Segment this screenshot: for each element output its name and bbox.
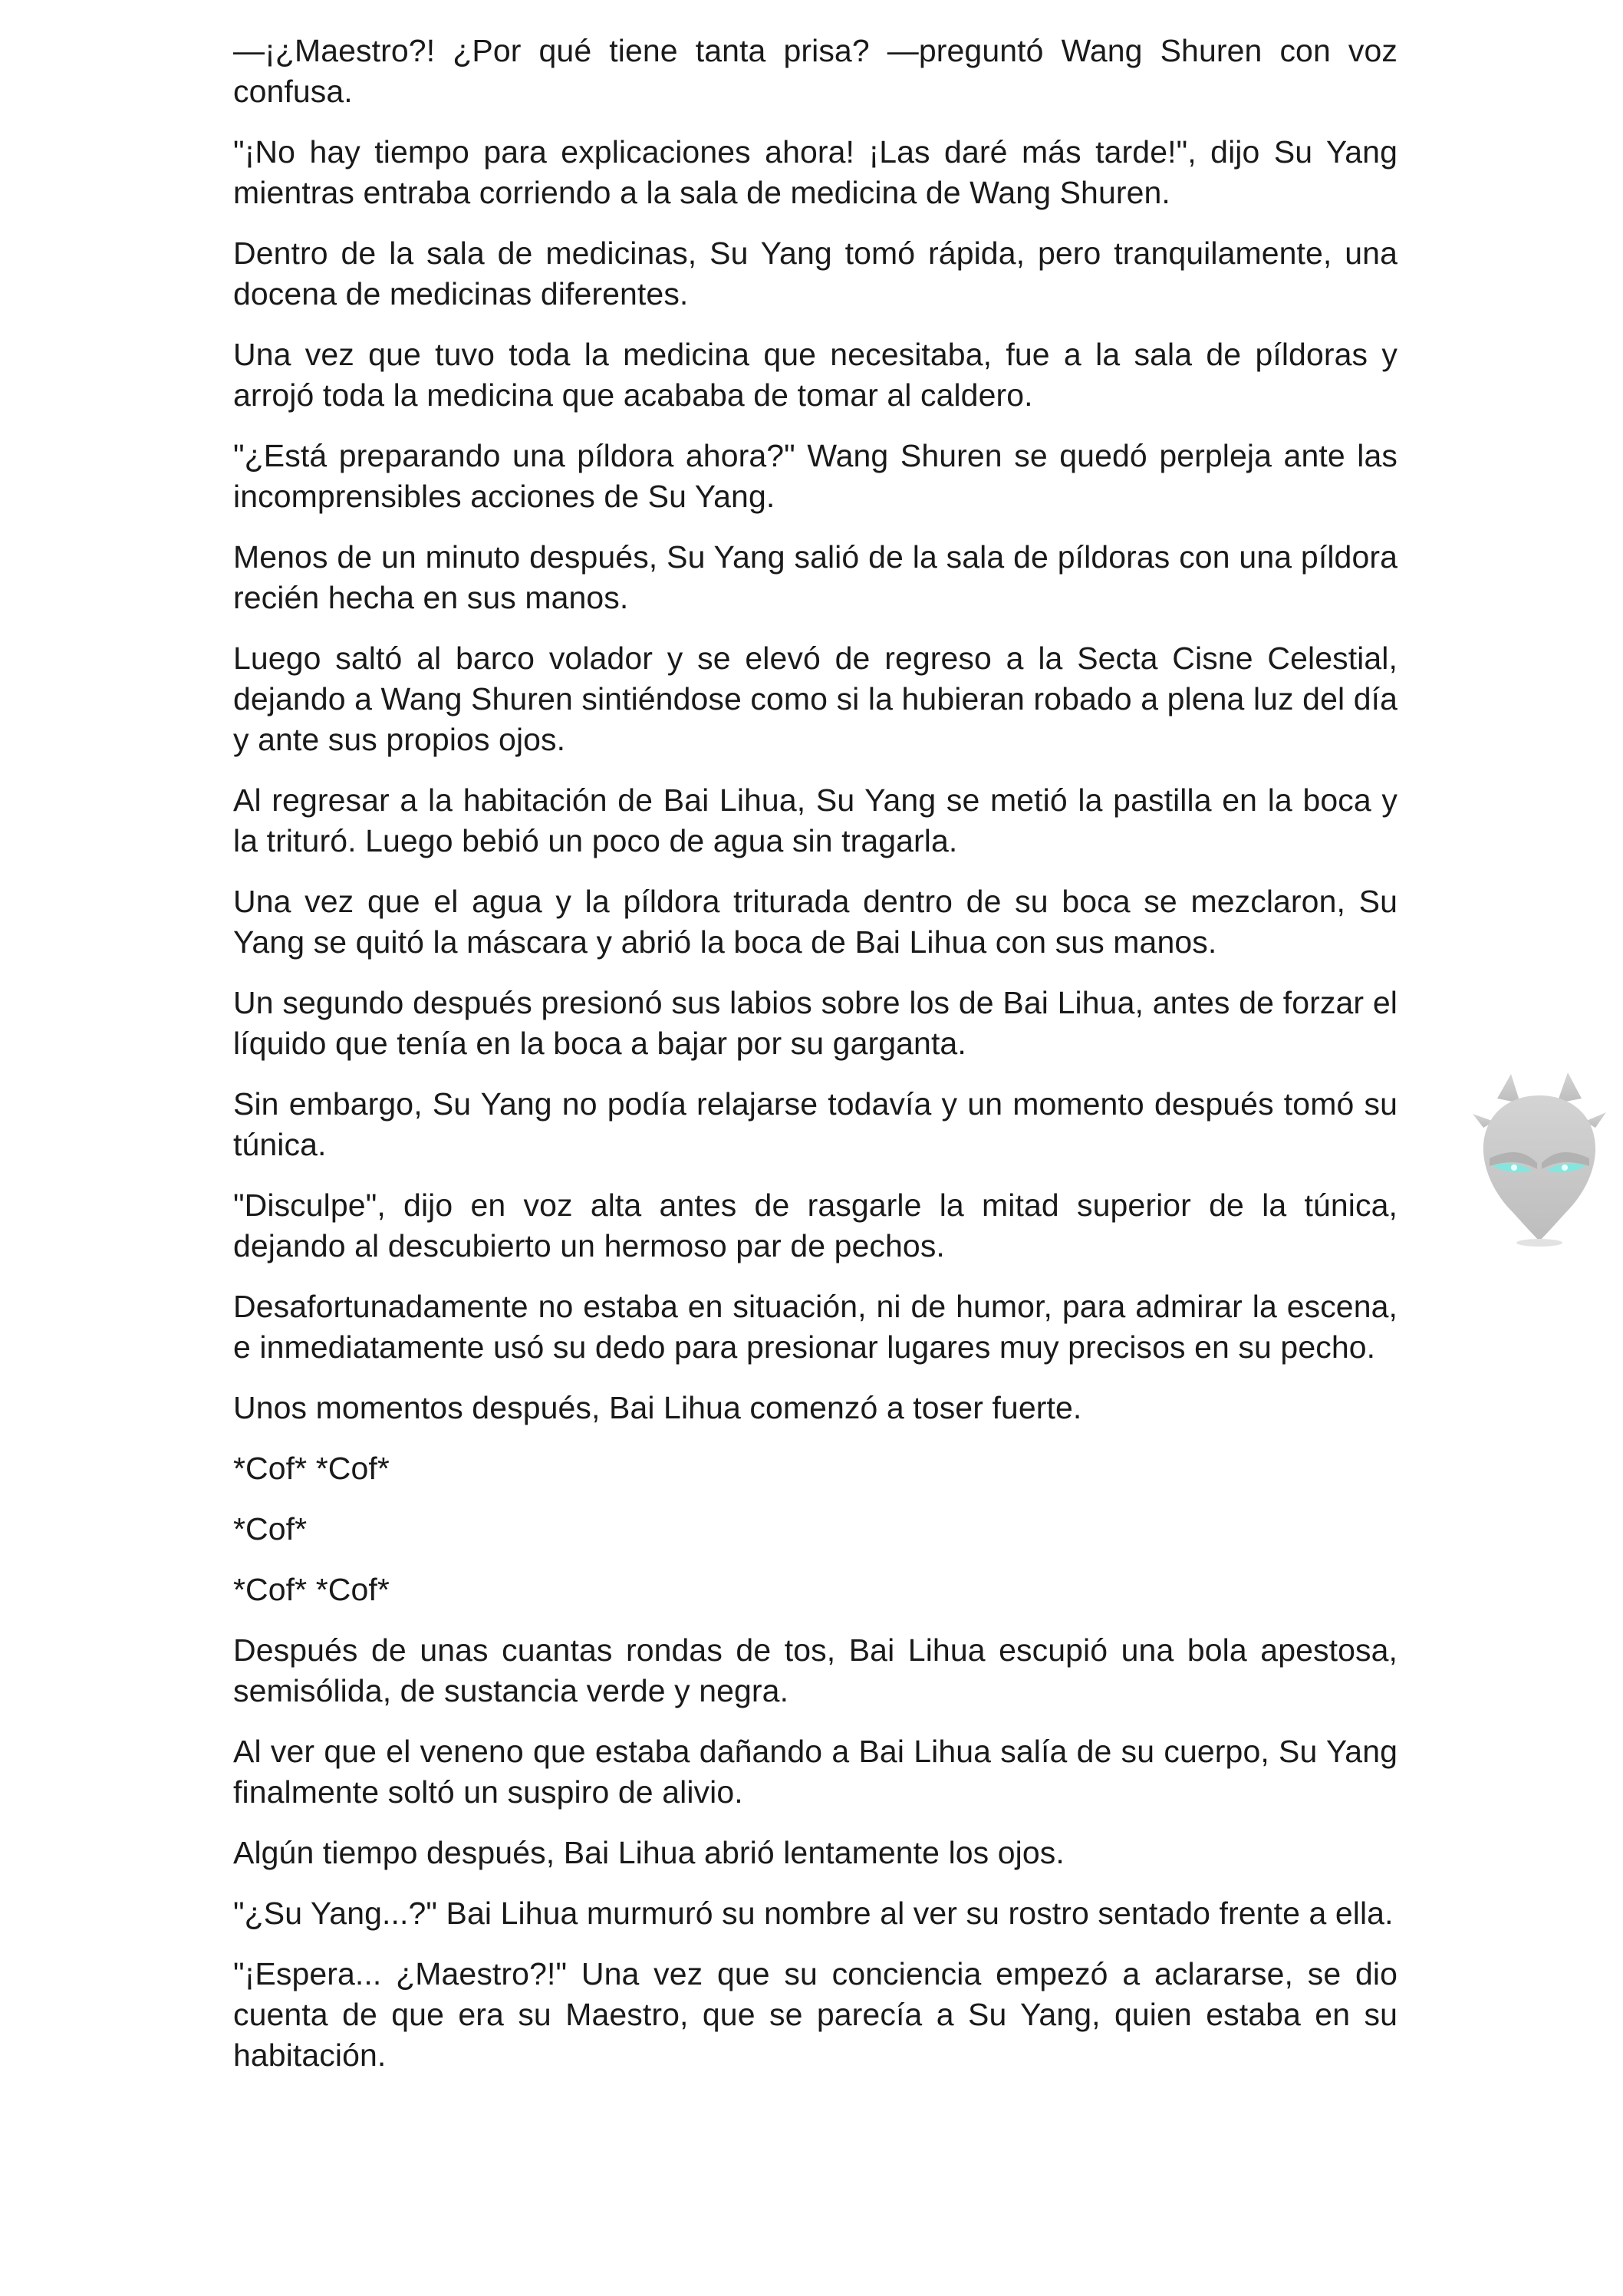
demon-head-icon (1467, 1068, 1612, 1249)
paragraph: Un segundo después presionó sus labios sobre los de Bai Lihua, antes de forzar el líquido que tenía en la boca a bajar por su garganta. (233, 985, 1397, 1061)
paragraph: *Cof* *Cof* (233, 1572, 390, 1607)
paragraph: Después de unas cuantas rondas de tos, Bai Lihua escupió una bola apestosa, semisólida, de sustancia verde y negra. (233, 1632, 1397, 1708)
paragraph: —¡¿Maestro?! ¿Por qué tiene tanta prisa? —preguntó Wang Shuren con voz confusa. (233, 33, 1397, 109)
paragraph: "¿Está preparando una píldora ahora?" Wang Shuren se quedó perpleja ante las incomprensibles acciones de Su Yang. (233, 438, 1397, 514)
paragraph: Menos de un minuto después, Su Yang salió de la sala de píldoras con una píldora recién hecha en sus manos. (233, 539, 1397, 615)
paragraph: Al ver que el veneno que estaba dañando a Bai Lihua salía de su cuerpo, Su Yang finalmente soltó un suspiro de alivio. (233, 1734, 1397, 1810)
paragraph: Al regresar a la habitación de Bai Lihua, Su Yang se metió la pastilla en la boca y la trituró. Luego bebió un poco de agua sin tragarla. (233, 782, 1397, 858)
paragraph: Unos momentos después, Bai Lihua comenzó a toser fuerte. (233, 1390, 1082, 1425)
paragraph: Luego saltó al barco volador y se elevó de regreso a la Secta Cisne Celestial, dejando a Wang Shuren sintiéndose como si la hubieran robado a plena luz del día y ante sus propios ojos. (233, 641, 1397, 757)
paragraph: *Cof* (233, 1511, 308, 1547)
paragraph: Sin embargo, Su Yang no podía relajarse todavía y un momento después tomó su túnica. (233, 1086, 1397, 1162)
paragraph: Dentro de la sala de medicinas, Su Yang tomó rápida, pero tranquilamente, una docena de medicinas diferentes. (233, 236, 1397, 311)
paragraph: "¡Espera... ¿Maestro?!" Una vez que su conciencia empezó a aclararse, se dio cuenta de que era su Maestro, que se parecía a Su Yang, quien estaba en su habitación. (233, 1956, 1397, 2073)
paragraph: *Cof* *Cof* (233, 1451, 390, 1486)
paragraph: Una vez que el agua y la píldora triturada dentro de su boca se mezclaron, Su Yang se quitó la máscara y abrió la boca de Bai Lihua con sus manos. (233, 884, 1397, 960)
document-body (233, 31, 1397, 2096)
paragraph: "Disculpe", dijo en voz alta antes de rasgarle la mitad superior de la túnica, dejando al descubierto un hermoso par de pechos. (233, 1188, 1397, 1263)
paragraph: Desafortunadamente no estaba en situación, ni de humor, para admirar la escena, e inmediatamente usó su dedo para presionar lugares muy precisos en su pecho. (233, 1289, 1397, 1365)
paragraph: "¡No hay tiempo para explicaciones ahora! ¡Las daré más tarde!", dijo Su Yang mientras entraba corriendo a la sala de medicina de Wang Shuren. (233, 134, 1397, 210)
paragraph: Algún tiempo después, Bai Lihua abrió lentamente los ojos. (233, 1835, 1065, 1870)
paragraph: "¿Su Yang...?" Bai Lihua murmuró su nombre al ver su rostro sentado frente a ella. (233, 1896, 1394, 1931)
paragraph: Una vez que tuvo toda la medicina que necesitaba, fue a la sala de píldoras y arrojó toda la medicina que acababa de tomar al caldero. (233, 337, 1397, 413)
